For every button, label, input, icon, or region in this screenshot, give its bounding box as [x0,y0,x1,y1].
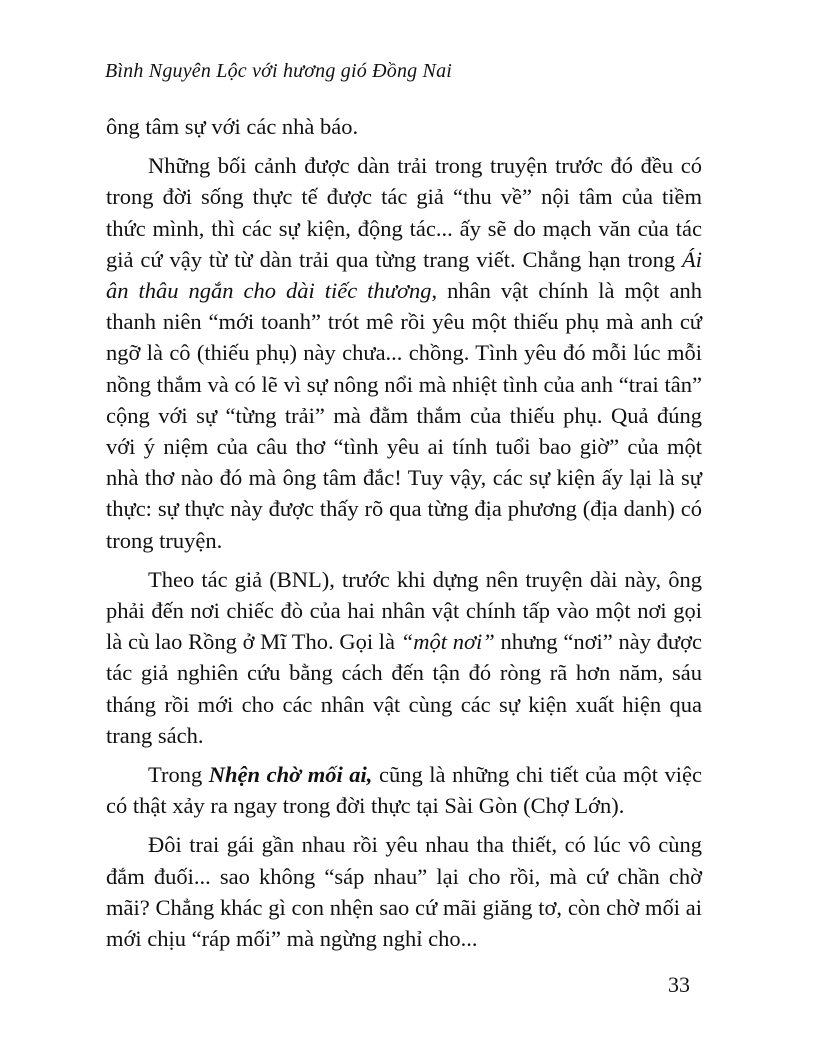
paragraph-text: Trong [148,762,209,788]
paragraph-text: nhưng “nơi” này được tác giả nghiên cứu bằng cách đến tận đó ròng rã hơn năm, sáu tháng rồi mới cho các nhân vật cùng các sự kiện xuất hiện qua trang sách. [106,629,702,748]
paragraph-doi-trai-gai: Đôi trai gái gần nhau rồi yêu nhau tha thiết, có lúc vô cùng đắm đuối... sao không “sáp nhau” lại cho rồi, mà cứ chần chờ mãi? Chẳng khác gì con nhện sao cứ mãi giăng tơ, còn chờ mối ai mới chịu “ráp mối” mà ngừng nghỉ cho... [106,832,702,952]
book-title-ai-an: Ái ân thâu ngắn cho dài tiếc thương [106,246,702,304]
page-number: 33 [668,972,690,997]
book-title-nhen-cho: Nhện chờ mối ai, [208,762,373,788]
paragraph-continuation: ông tâm sự với các nhà báo. [106,114,359,139]
paragraph-text: cũng là những chi tiết của một việc có thật xảy ra ngay trong đời thực tại Sài Gòn (Chợ Lớn). [106,762,702,819]
paragraph-nhen-cho [106,759,702,821]
paragraph-bnl [106,564,702,751]
paragraph-text: Theo tác giả (BNL), trước khi dựng nên truyện dài này, ông phải đến nơi chiếc đò của hai nhân vật chính tấp vào một nơi gọi là cù lao Rồng ở Mĩ Tho. Gọi là [106,566,702,655]
body-text [106,111,702,962]
paragraph-text: Những bối cảnh được dàn trải trong truyện trước đó đều có trong đời sống thực tế được tác giả “thu về” nội tâm của tiềm thức mình, thì các sự kiện, động tác... ấy sẽ do mạch văn của tác giả cứ vậy từ từ dàn trải qua từng trang viết. Chẳng hạn trong [106,153,702,272]
running-header: Bình Nguyên Lộc với hương gió Đồng Nai [105,60,453,82]
quoted-phrase: “một nơi” [400,629,495,655]
paragraph-ai-an [106,150,702,556]
paragraph-text: , nhân vật chính là một anh thanh niên “mới toanh” trót mê rồi yêu một thiếu phụ mà anh cứ ngỡ là cô (thiếu phụ) này chưa... chồng. Tình yêu đó mỗi lúc mỗi nồng thắm và có lẽ vì sự nông nổi mà nhiệt tình của anh “trai tân” cộng với sự “từng trải” mà đằm thắm của thiếu phụ. Quả đúng với ý niệm của câu thơ “tình yêu ai tính tuổi bao giờ” của một nhà thơ nào đó mà ông tâm đắc! Tuy vậy, các sự kiện ấy lại là sự thực: sự thực này được thấy rõ qua từng địa phương (địa danh) có trong truyện. [106,278,702,553]
